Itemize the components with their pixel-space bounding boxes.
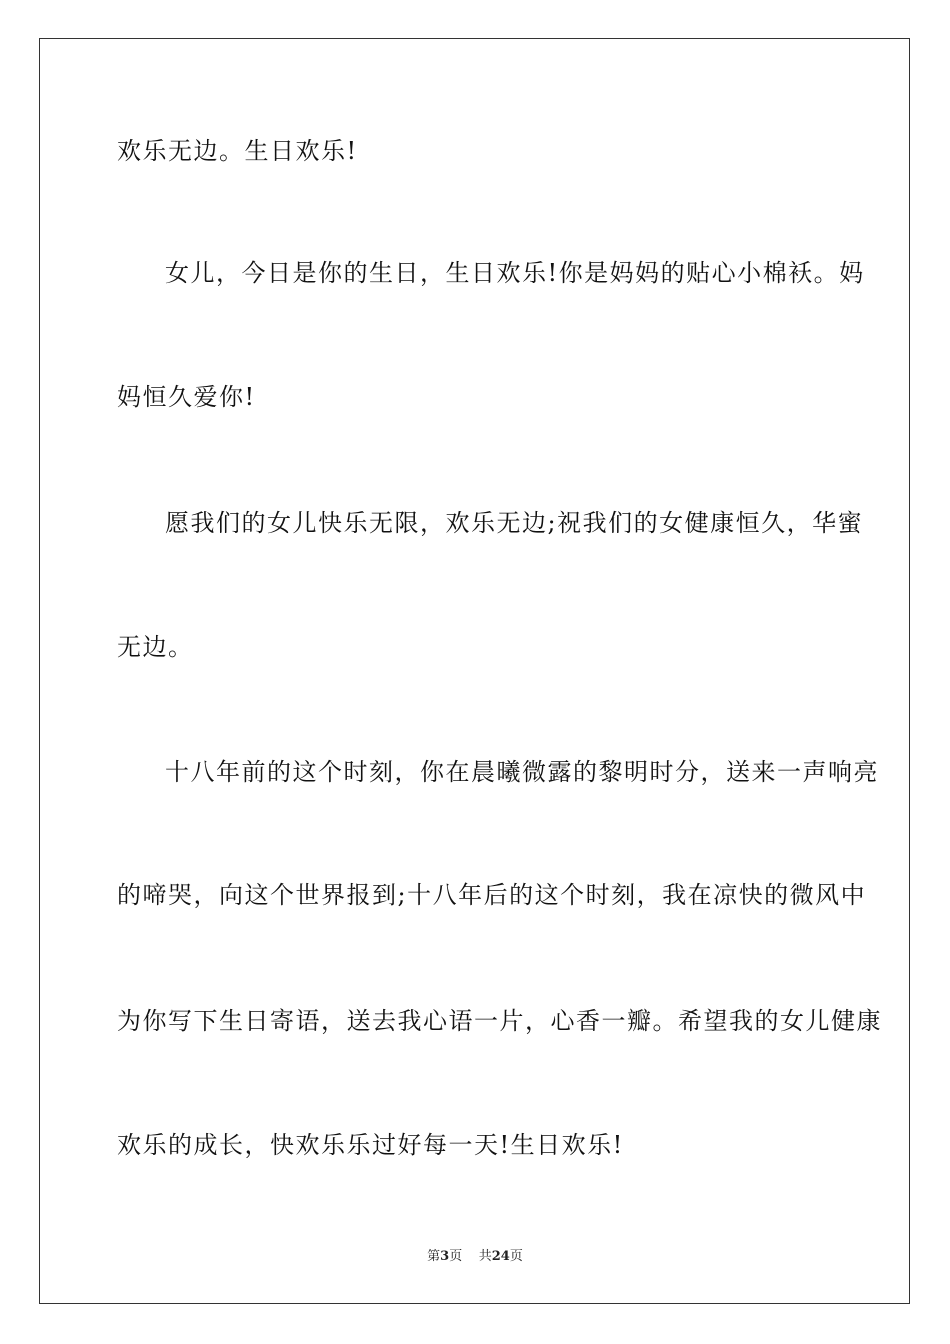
text-line-3: 妈恒久爱你! — [117, 383, 256, 411]
page-footer — [0, 1248, 950, 1266]
text-line-8: 为你写下生日寄语，送去我心语一片，心香一瓣。希望我的女儿健康 — [117, 1007, 882, 1035]
text-line-7: 的啼哭，向这个世界报到;十八年后的这个时刻，我在凉快的微风中 — [117, 881, 867, 909]
text-line-4: 愿我们的女儿快乐无限，欢乐无边;祝我们的女健康恒久，华蜜 — [165, 509, 864, 537]
text-line-9: 欢乐的成长，快欢乐乐过好每一天!生日欢乐! — [117, 1131, 624, 1159]
text-line-2: 女儿，今日是你的生日，生日欢乐!你是妈妈的贴心小棉袄。妈 — [165, 259, 865, 287]
page-border — [39, 38, 910, 1304]
page-number: 3 — [440, 1249, 450, 1264]
text-line-1: 欢乐无边。生日欢乐! — [117, 137, 358, 165]
total-pages: 24 — [491, 1249, 510, 1264]
page-prefix: 第 — [427, 1249, 441, 1264]
total-suffix: 页 — [509, 1249, 523, 1264]
text-line-5: 无边。 — [117, 633, 194, 661]
page-suffix: 页 — [449, 1249, 463, 1264]
text-line-6: 十八年前的这个时刻，你在晨曦微露的黎明时分，送来一声响亮 — [165, 758, 879, 786]
total-prefix: 共 — [478, 1249, 492, 1264]
